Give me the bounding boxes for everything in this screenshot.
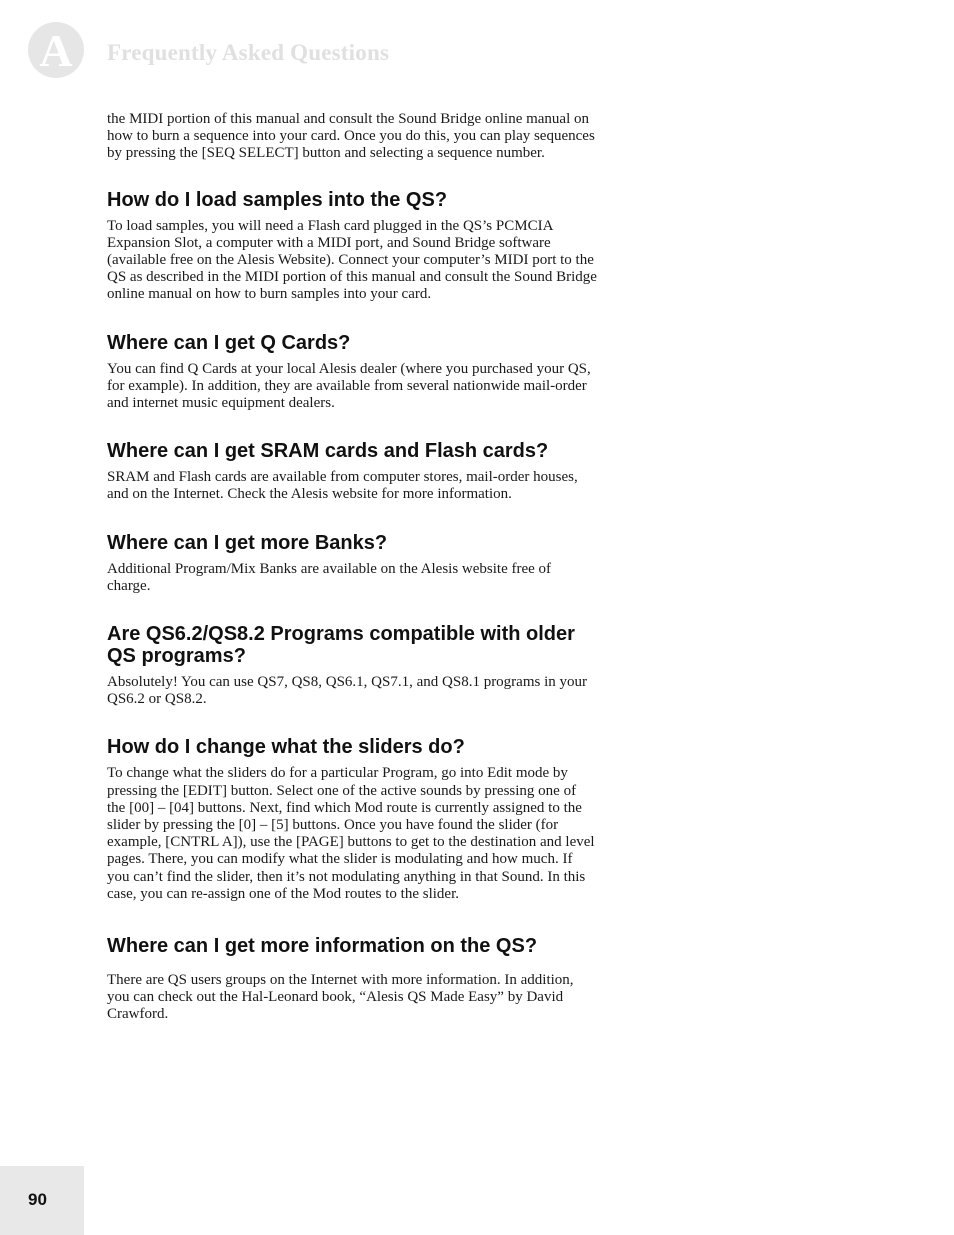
faq-answer-load-samples: To load samples, you will need a Flash card plugged in the QS’s PCMCIA Expansion Slot, a computer with a MIDI port, and Sound Bridge software (available free on the Alesis Website). Connect your computer’s MIDI port to the QS as described in the MIDI portion of this manual and consult the Sound Bridge online manual on how to burn samples into your card. <box>107 217 597 303</box>
intro-paragraph: the MIDI portion of this manual and consult the Sound Bridge online manual on how to burn a sequence into your card. Once you do this, you can play sequences by pressing the [SEQ SELECT] button and selecting a sequence number. <box>107 111 595 162</box>
faq-answer-q-cards: You can find Q Cards at your local Alesis dealer (where you purchased your QS, for example). In addition, they are available from several nationwide mail-order and internet music equipment dealers. <box>107 360 591 412</box>
faq-question-more-banks: Where can I get more Banks? <box>107 531 388 554</box>
faq-answer-sliders: To change what the sliders do for a particular Program, go into Edit mode by pressing the [EDIT] button. Select one of the active sounds by pressing one of the [00] – [04] buttons. Next, find which Mod route is currently assigned to the slider by pressing the [0] – [5] buttons. Once you have found the slider (for example, [CNTRL A]), use the [PAGE] buttons to get to the destination and level pages. There, you can modify what the slider is modulating and how much. If you can’t find the slider, then it’s not modulating anything in that Sound. In this case, you can re-assign one of the Mod routes to the slider. <box>107 765 595 902</box>
faq-question-sliders: How do I change what the sliders do? <box>107 736 465 759</box>
faq-question-load-samples: How do I load samples into the QS? <box>107 188 448 211</box>
page-header-title: Frequently Asked Questions <box>107 40 390 65</box>
faq-answer-sram-flash: SRAM and Flash cards are available from computer stores, mail-order houses, and on the Internet. Check the Alesis website for more information. <box>107 469 578 503</box>
faq-question-q-cards: Where can I get Q Cards? <box>107 331 351 354</box>
faq-content <box>107 111 597 1024</box>
chapter-letter: A <box>39 25 73 76</box>
faq-question-more-info: Where can I get more information on the QS? <box>107 935 538 958</box>
chapter-badge <box>28 22 84 78</box>
faq-answer-more-info: There are QS users groups on the Internet with more information. In addition, you can check out the Hal-Leonard book, “Alesis QS Made Easy” by David Crawford. <box>107 972 574 1023</box>
faq-answer-more-banks: Additional Program/Mix Banks are available on the Alesis website free of charge. <box>107 560 552 594</box>
faq-question-compatibility: Are QS6.2/QS8.2 Programs compatible with older QS programs? <box>107 623 575 668</box>
page-number: 90 <box>28 1190 47 1209</box>
faq-answer-compatibility: Absolutely! You can use QS7, QS8, QS6.1, QS7.1, and QS8.1 programs in your QS6.2 or QS8.2. <box>107 674 588 708</box>
faq-question-sram-flash: Where can I get SRAM cards and Flash cards? <box>107 440 549 463</box>
